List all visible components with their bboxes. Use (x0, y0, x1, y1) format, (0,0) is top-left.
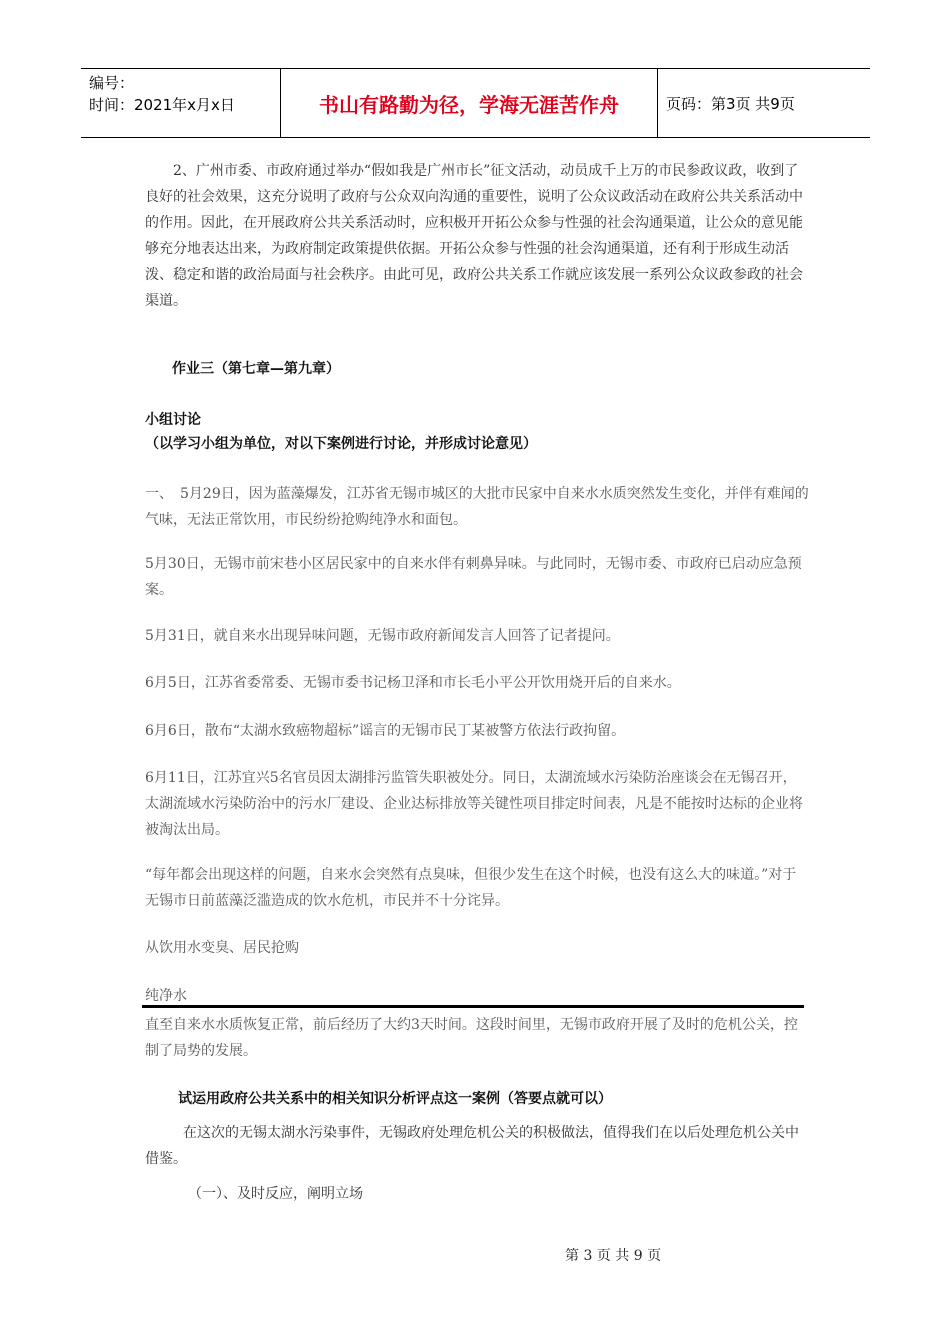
answer-intro: 在这次的无锡太湖水污染事件，无锡政府处理危机公关的积极做法，值得我们在以后处理危机公关中借鉴。 (145, 1125, 799, 1167)
answer-point-1: （一）、及时反应，阐明立场 (188, 1186, 363, 1202)
header-page-info: 页码：第3页 共9页 (666, 94, 795, 113)
time-label: 时间：2021年x月x日 (89, 96, 235, 114)
code-label: 编号： (89, 74, 135, 92)
case-paragraph-2: 5月30日，无锡市前宋巷小区居民家中的自来水伴有刺鼻异味。与此同时，无锡市委、市政府已启动应急预案。 (145, 556, 802, 598)
group-subtitle: （以学习小组为单位，对以下案例进行讨论，并形成讨论意见） (145, 436, 537, 452)
header-meta (81, 69, 281, 137)
text-line-c: 直至自来水水质恢复正常，前后经历了大约3天时间。这段时间里，无锡市政府开展了及时的危机公关，控制了局势的发展。 (145, 1017, 798, 1059)
case-paragraph-6: 6月11日，江苏宜兴5名官员因太湖排污监管失职被处分。同日，太湖流域水污染防治座谈会在无锡召开，太湖流域水污染防治中的污水厂建设、企业达标排放等关键性项目排定时间表，凡是不能按时达标的企业将被淘汰出局。 (145, 770, 803, 838)
paragraph-guangzhou: 2、广州市委、市政府通过举办“假如我是广州市长”征文活动，动员成千上万的市民参政议政，收到了良好的社会效果，这充分说明了政府与公众双向沟通的重要性，说明了公众议政活动在政府公共关系活动中的作用。因此，在开展政府公共关系活动时，应积极开开拓公众参与性强的社会沟通渠道，让公众的意见能够充分地表达出来，为政府制定政策提供依据。开拓公众参与性强的社会沟通渠道，还有利于形成生动活泼、稳定和谐的政治局面与社会秩序。由此可见，政府公共关系工作就应该发展一系列公众议政参政的社会渠道。 (145, 163, 803, 309)
group-title: 小组讨论 (145, 412, 201, 428)
page-footer: 第 3 页 共 9 页 (565, 1248, 662, 1264)
horizontal-rule (142, 1005, 804, 1008)
case-paragraph-5: 6月6日，散布“太湖水致癌物超标”谣言的无锡市民丁某被警方依法行政拘留。 (145, 723, 626, 739)
assignment-title: 作业三（第七章—第九章） (172, 361, 340, 377)
citizen-quote: “每年都会出现这样的问题，自来水会突然有点臭味，但很少发生在这个时候，也没有这么大的味道。”对于无锡市日前蓝藻泛滥造成的饮水危机，市民并不十分诧异。 (145, 867, 797, 909)
case-paragraph-3: 5月31日，就自来水出现异味问题，无锡市政府新闻发言人回答了记者提问。 (145, 628, 620, 644)
page-header (81, 68, 870, 138)
header-motto: 书山有路勤为径，学海无涯苦作舟 (281, 69, 658, 137)
case-paragraph-4: 6月5日，江苏省委常委、无锡市委书记杨卫泽和市长毛小平公开饮用烧开后的自来水。 (145, 675, 681, 691)
case-paragraph-1: 一、 5月29日，因为蓝藻爆发，江苏省无锡市城区的大批市民家中自来水水质突然发生变化，并伴有难闻的气味，无法正常饮用，市民纷纷抢购纯净水和面包。 (145, 486, 809, 528)
text-line-a: 从饮用水变臭、居民抢购 (145, 940, 299, 956)
analysis-question: 试运用政府公共关系中的相关知识分析评点这一案例（答要点就可以） (178, 1091, 612, 1107)
text-line-b: 纯净水 (145, 988, 187, 1004)
